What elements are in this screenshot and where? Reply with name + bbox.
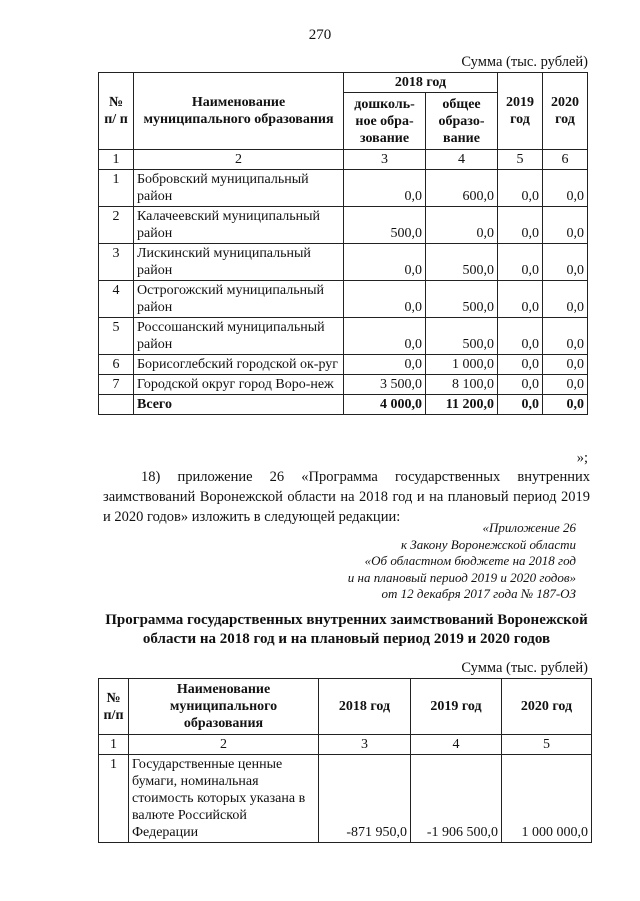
- note-line: «Об областном бюджете на 2018 год: [364, 553, 576, 568]
- note-line: от 12 декабря 2017 года № 187-ОЗ: [381, 586, 576, 601]
- table-row: [99, 244, 588, 281]
- units-label-2: Сумма (тыс. рублей): [461, 660, 588, 676]
- col-number: 3: [344, 150, 426, 170]
- cell-2020: 0,0: [543, 375, 588, 395]
- total-2019: 0,0: [498, 395, 543, 415]
- col-number: 5: [498, 150, 543, 170]
- cell-preschool: 0,0: [344, 244, 426, 281]
- table-row: [99, 375, 588, 395]
- cell-2019: 0,0: [498, 244, 543, 281]
- table-row: [99, 170, 588, 207]
- header-2018: 2018 год: [344, 73, 498, 93]
- note-line: к Закону Воронежской области: [400, 536, 576, 552]
- row-name: Россошанский муниципальный район: [134, 318, 344, 355]
- header-2020: 2020 год: [543, 73, 588, 150]
- cell-general: 8 100,0: [426, 375, 498, 395]
- header-2020: 2020 год: [502, 679, 592, 735]
- total-row: [99, 395, 588, 415]
- row-num: 5: [99, 318, 134, 355]
- col-number: 2: [134, 150, 344, 170]
- row-num: 6: [99, 355, 134, 375]
- header-name: Наименование муниципального образования: [134, 73, 344, 150]
- col-number: 2: [129, 735, 319, 755]
- row-name: Бобровский муниципальный район: [134, 170, 344, 207]
- cell-general: 1 000,0: [426, 355, 498, 375]
- note-line: и на плановый период 2019 и 2020 годов»: [347, 569, 576, 585]
- program-title: Программа государственных внутренних заимствований Воронежской области на 2018 год и на плановый период 2019 и 2020 годов: [105, 612, 588, 647]
- total-preschool: 4 000,0: [344, 395, 426, 415]
- cell-preschool: 0,0: [344, 170, 426, 207]
- cell-2020: 0,0: [543, 170, 588, 207]
- row-name: Государственные ценные бумаги, номинальная стоимость которых указана в валюте Российской Федерации: [129, 755, 319, 843]
- total-empty-cell: [99, 395, 134, 415]
- cell-preschool: 500,0: [344, 207, 426, 244]
- total-2020: 0,0: [543, 395, 588, 415]
- header-2018: 2018 год: [319, 679, 411, 735]
- col-number: 1: [99, 150, 134, 170]
- table-row: [99, 755, 592, 843]
- appendix-note: [300, 520, 576, 603]
- table-borrowings-program: [98, 678, 592, 843]
- col-number: 1: [99, 735, 129, 755]
- row-name: Борисоглебский городской ок-руг: [134, 355, 344, 375]
- cell-2019: 0,0: [498, 207, 543, 244]
- row-num: 4: [99, 281, 134, 318]
- cell-general: 600,0: [426, 170, 498, 207]
- header-name: Наименование муниципального образования: [129, 679, 319, 735]
- column-numbers-row: [99, 735, 592, 755]
- cell-general: 500,0: [426, 244, 498, 281]
- units-label: Сумма (тыс. рублей): [461, 54, 588, 70]
- cell-2019: 0,0: [498, 170, 543, 207]
- header-2019: 2019 год: [498, 73, 543, 150]
- cell-2020: 1 000 000,0: [502, 755, 592, 843]
- closing-quote: »;: [576, 450, 588, 466]
- cell-2019: 0,0: [498, 281, 543, 318]
- header-2019: 2019 год: [411, 679, 502, 735]
- cell-2020: 0,0: [543, 281, 588, 318]
- row-name: Калачеевский муниципальный район: [134, 207, 344, 244]
- cell-general: 500,0: [426, 281, 498, 318]
- cell-preschool: 0,0: [344, 355, 426, 375]
- table-row: [99, 207, 588, 244]
- col-number: 6: [543, 150, 588, 170]
- cell-2020: 0,0: [543, 318, 588, 355]
- row-name: Лискинский муниципальный район: [134, 244, 344, 281]
- cell-general: 500,0: [426, 318, 498, 355]
- header-num: № п/ п: [99, 73, 134, 150]
- cell-2019: -1 906 500,0: [411, 755, 502, 843]
- row-name: Острогожский муниципальный район: [134, 281, 344, 318]
- col-number: 4: [426, 150, 498, 170]
- total-label: Всего: [134, 395, 344, 415]
- cell-2019: 0,0: [498, 355, 543, 375]
- col-number: 4: [411, 735, 502, 755]
- page-number: 270: [308, 27, 332, 43]
- cell-2019: 0,0: [498, 375, 543, 395]
- cell-2019: 0,0: [498, 318, 543, 355]
- table-row: [99, 355, 588, 375]
- row-num: 7: [99, 375, 134, 395]
- cell-preschool: 0,0: [344, 318, 426, 355]
- col-number: 3: [319, 735, 411, 755]
- note-line: «Приложение 26: [482, 520, 576, 535]
- amendment-paragraph: 18) приложение 26 «Программа государственных внутренних заимствований Воронежской области на 2018 год и на плановый период 2019 и 2020 годов» изложить в следующей редакции:: [103, 469, 590, 525]
- cell-2020: 0,0: [543, 207, 588, 244]
- row-num: 1: [99, 170, 134, 207]
- table-row: [99, 281, 588, 318]
- table-row: [99, 318, 588, 355]
- cell-2018: -871 950,0: [319, 755, 411, 843]
- total-general: 11 200,0: [426, 395, 498, 415]
- header-general: общее образо-вание: [426, 93, 498, 150]
- cell-general: 0,0: [426, 207, 498, 244]
- row-num: 1: [99, 755, 129, 843]
- cell-2020: 0,0: [543, 355, 588, 375]
- header-preschool: дошколь-ное обра-зование: [344, 93, 426, 150]
- table-municipal-distribution: [98, 72, 588, 415]
- col-number: 5: [502, 735, 592, 755]
- row-num: 3: [99, 244, 134, 281]
- cell-preschool: 3 500,0: [344, 375, 426, 395]
- header-num: № п/п: [99, 679, 129, 735]
- column-numbers-row: [99, 150, 588, 170]
- row-num: 2: [99, 207, 134, 244]
- cell-2020: 0,0: [543, 244, 588, 281]
- cell-preschool: 0,0: [344, 281, 426, 318]
- row-name: Городской округ город Воро-неж: [134, 375, 344, 395]
